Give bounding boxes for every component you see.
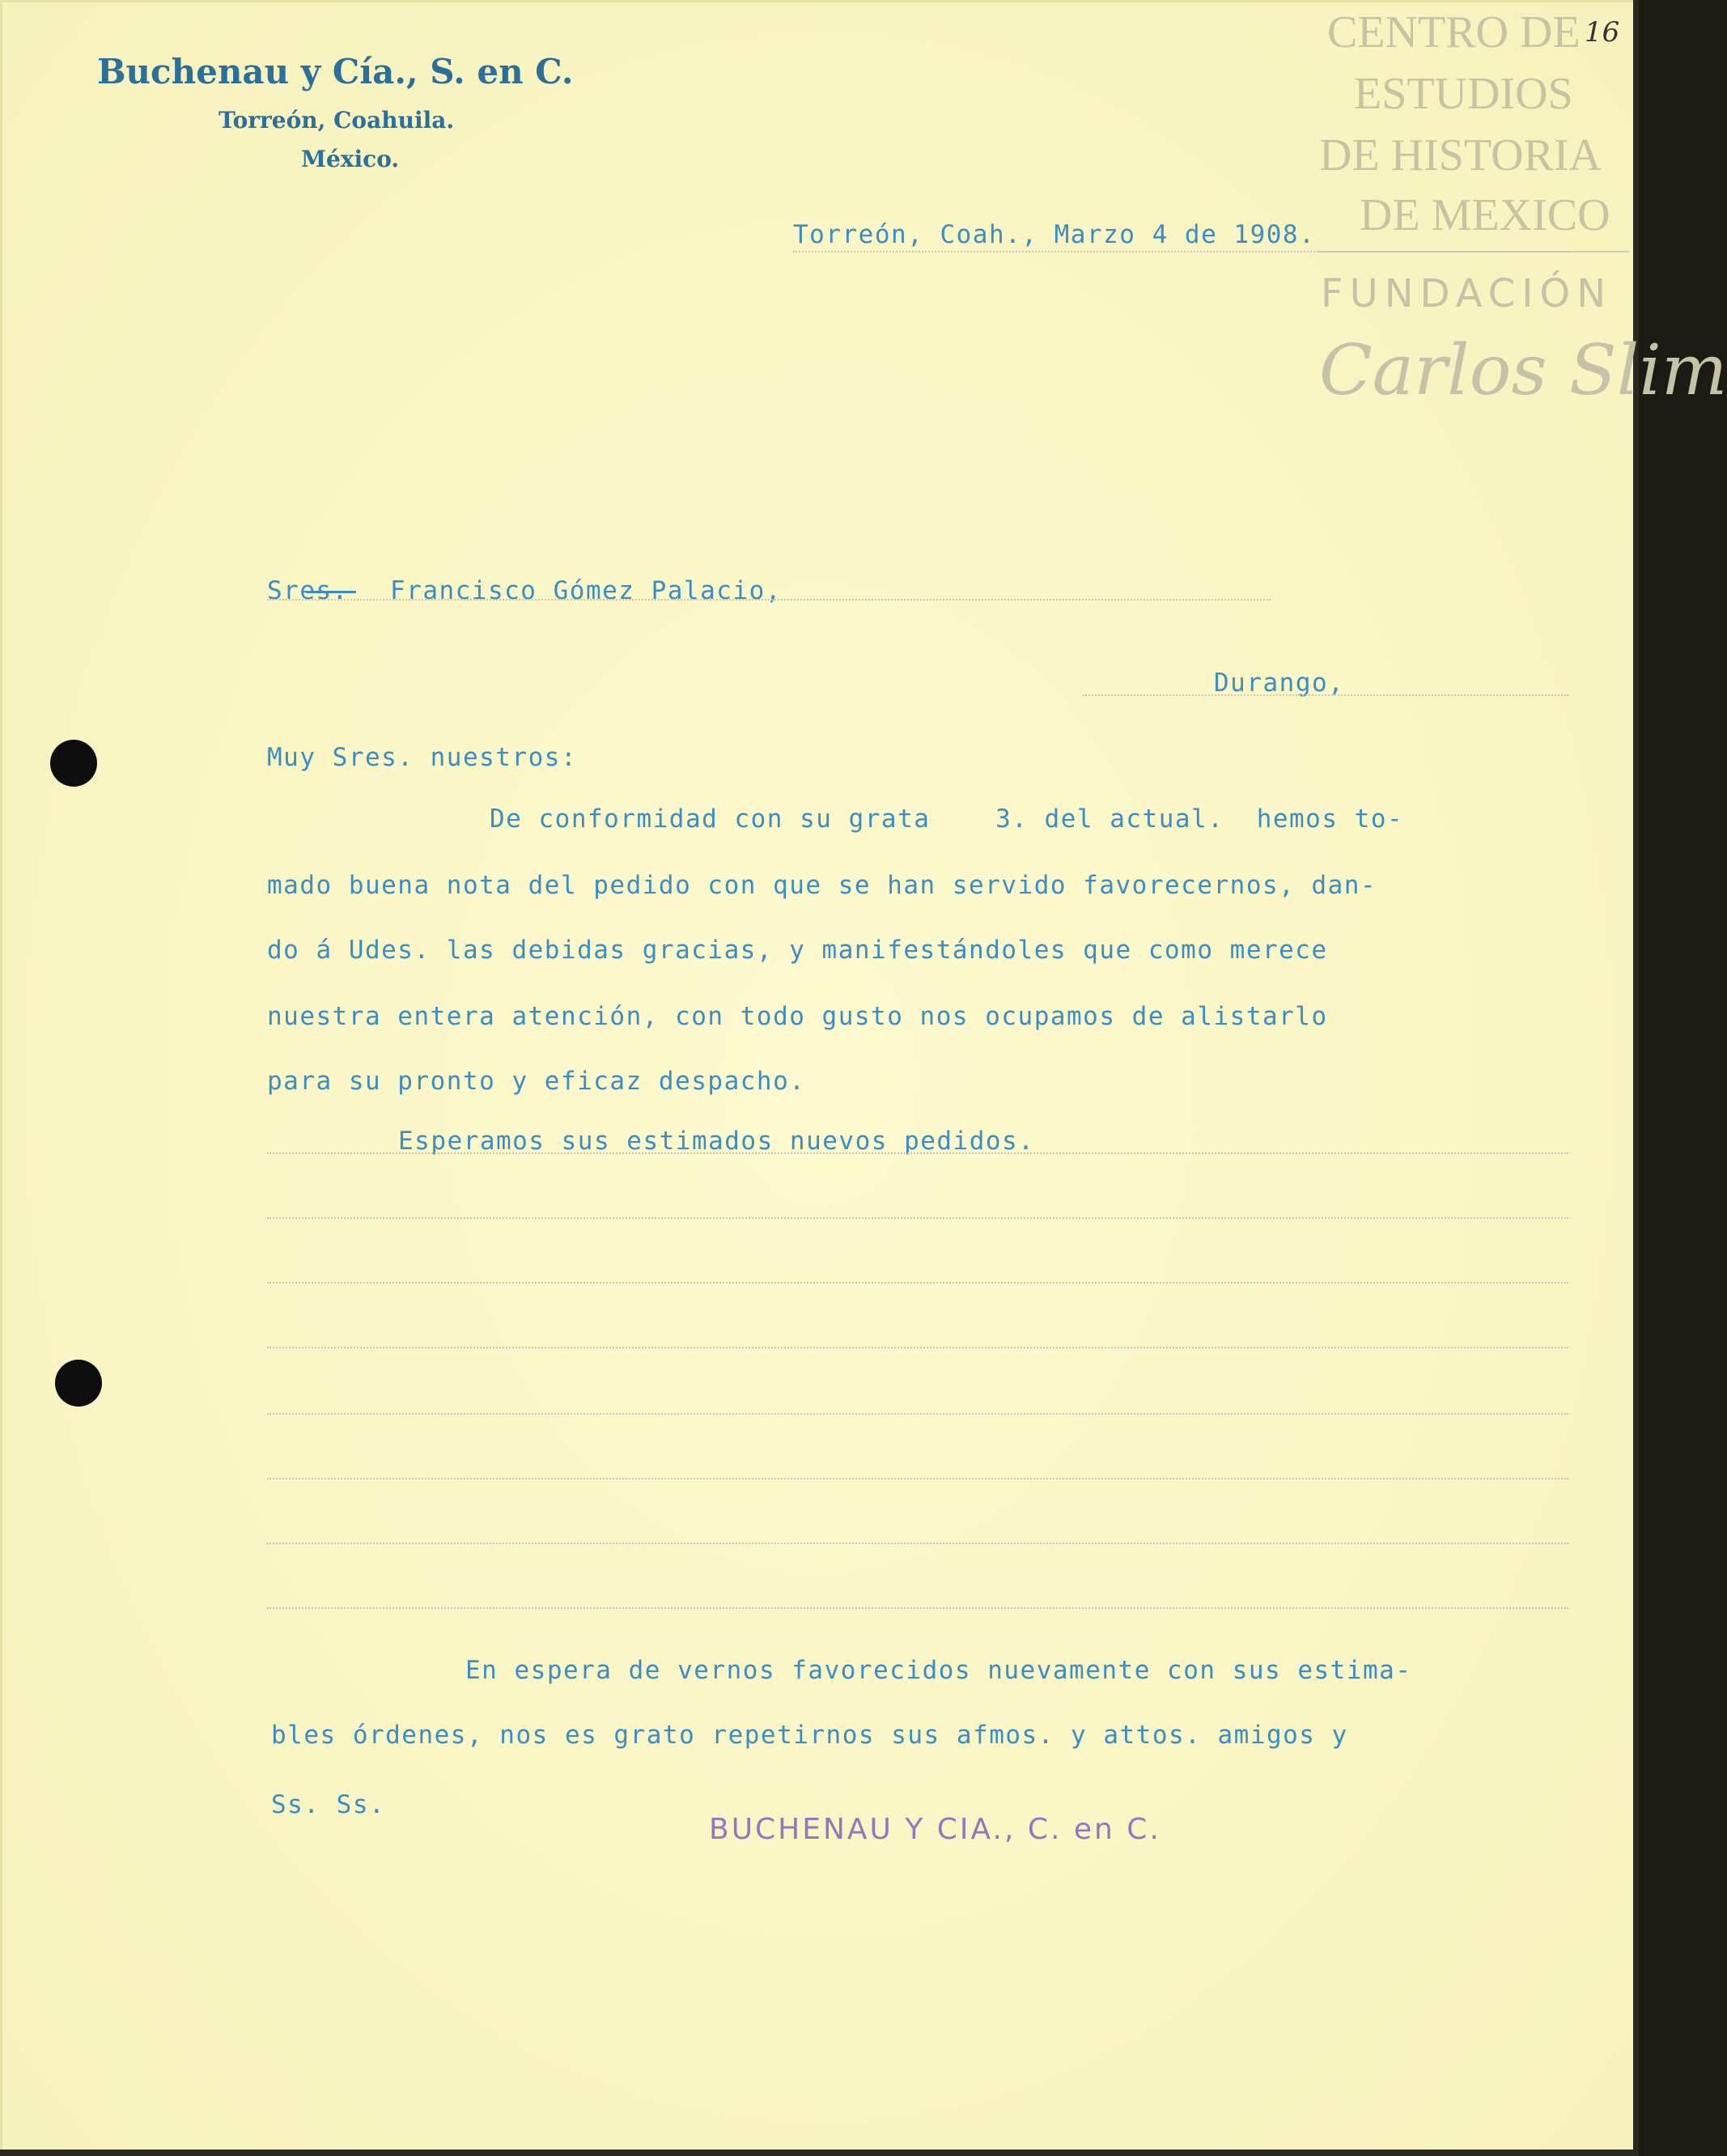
watermark-signature: Carlos Slim bbox=[1319, 330, 1727, 411]
dotted-rule bbox=[793, 251, 1570, 253]
watermark-line: DE MEXICO bbox=[1360, 190, 1610, 240]
dotted-rule bbox=[267, 1282, 1568, 1284]
watermark-line: DE HISTORIA bbox=[1319, 130, 1602, 180]
letterhead-city: Torreón, Coahuila. bbox=[219, 107, 455, 134]
body-line: mado buena nota del pedido con que se han servido favorecernos, dan- bbox=[267, 871, 1377, 900]
dotted-rule bbox=[1083, 694, 1568, 696]
watermark-line: CENTRO DE bbox=[1327, 7, 1581, 57]
letterhead-company: Buchenau y Cía., S. en C. bbox=[97, 52, 574, 91]
company-stamp: BUCHENAU Y CIA., C. en C. bbox=[709, 1813, 1161, 1846]
closing-line: bles órdenes, nos es grato repetirnos sus afmos. y attos. amigos y bbox=[271, 1721, 1348, 1750]
closing-line: Ss. Ss. bbox=[271, 1790, 386, 1819]
scan-edge-right bbox=[1633, 0, 1639, 2156]
dotted-rule bbox=[267, 1217, 1568, 1219]
body-line: para su pronto y eficaz despacho. bbox=[267, 1067, 806, 1096]
closing-line: En espera de vernos favorecidos nuevamente con sus estima- bbox=[465, 1656, 1412, 1685]
watermark-line: ESTUDIOS bbox=[1354, 69, 1573, 119]
dotted-rule bbox=[267, 1152, 1568, 1154]
dotted-rule bbox=[267, 1607, 1568, 1609]
dotted-rule bbox=[267, 1478, 1568, 1479]
body-line: do á Udes. las debidas gracias, y manifestándoles que como merece bbox=[267, 936, 1328, 965]
scan-edge-bottom bbox=[0, 2150, 1639, 2156]
dotted-rule bbox=[267, 599, 1271, 601]
greeting: Muy Sres. nuestros: bbox=[267, 743, 578, 772]
dotted-rule bbox=[267, 1543, 1568, 1544]
punch-hole bbox=[55, 1360, 102, 1407]
punch-hole bbox=[50, 740, 97, 787]
strike-mark bbox=[306, 591, 356, 593]
date-line: Torreón, Coah., Marzo 4 de 1908. bbox=[793, 220, 1316, 249]
recipient-name: Francisco Gómez Palacio, bbox=[390, 576, 782, 605]
dotted-rule bbox=[267, 1413, 1568, 1415]
salutation-prefix: Sres. bbox=[267, 576, 349, 605]
body-line: De conformidad con su grata 3. del actual. hemos to- bbox=[490, 804, 1404, 834]
dotted-rule bbox=[267, 1347, 1568, 1348]
body-extra-line: Esperamos sus estimados nuevos pedidos. bbox=[398, 1127, 1035, 1156]
watermark-fundacion: FUNDACIÓN bbox=[1321, 271, 1613, 316]
recipient-place: Durango, bbox=[1214, 668, 1345, 698]
body-line: nuestra entera atención, con todo gusto nos ocupamos de alistarlo bbox=[267, 1002, 1328, 1031]
letterhead-country: México. bbox=[301, 146, 400, 172]
page-number: 16 bbox=[1585, 16, 1620, 49]
